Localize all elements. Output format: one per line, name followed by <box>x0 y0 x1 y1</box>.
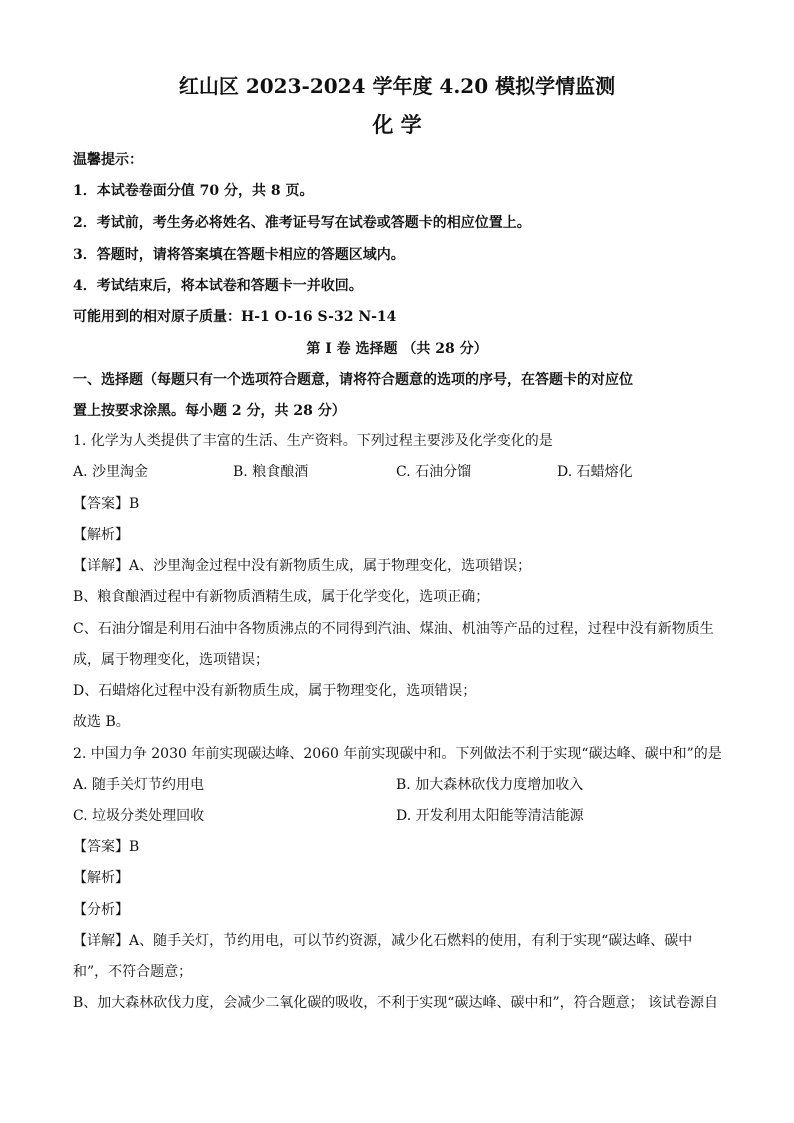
section-instruction-1: 一、选择题（每题只有一个选项符合题意，请将符合题意的选项的序号，在答题卡的对应位 <box>73 372 633 388</box>
notice-item-1: 1．本试卷卷面分值 70 分，共 8 页。 <box>73 183 314 199</box>
q2-answer: 【答案】B <box>73 839 140 855</box>
section-title: 第 I 卷 选择题 （共 28 分） <box>306 341 488 357</box>
q2-stem: 2. 中国力争 2030 年前实现碳达峰、2060 年前实现碳中和。下列做法不利于实现“碳达峰、碳中和”的是 <box>73 746 722 762</box>
q1-option-b: B. 粮食酿酒 <box>233 464 309 480</box>
notice-heading: 温馨提示： <box>73 152 143 168</box>
q1-detail-3: C、石油分馏是利用石油中各物质沸点的不同得到汽油、煤油、机油等产品的过程，过程中没有新物质生 <box>73 621 714 637</box>
q2-option-c: C. 垃圾分类处理回收 <box>73 808 205 824</box>
q1-option-d: D. 石蜡熔化 <box>557 464 633 480</box>
q1-answer: 【答案】B <box>73 496 140 512</box>
q1-detail-5: D、石蜡熔化过程中没有新物质生成，属于物理变化，选项错误； <box>73 683 477 699</box>
atomic-mass-line: 可能用到的相对原子质量：H-1 O-16 S-32 N-14 <box>73 309 397 325</box>
q2-option-b: B. 加大森林砍伐力度增加收入 <box>396 777 584 793</box>
notice-item-3: 3．答题时，请将答案填在答题卡相应的答题区域内。 <box>73 247 405 263</box>
q1-option-c: C. 石油分馏 <box>396 464 472 480</box>
q1-detail-1: 【详解】A、沙里淘金过程中没有新物质生成，属于物理变化，选项错误； <box>73 558 532 574</box>
q2-detail-3: B、加大森林砍伐力度，会减少二氧化碳的吸收，不利于实现“碳达峰、碳中和”，符合题意； 该试卷源自 <box>73 995 719 1011</box>
notice-item-2: 2．考试前，考生务必将姓名、准考证号写在试卷或答题卡的相应位置上。 <box>73 215 531 231</box>
notice-item-4: 4．考试结束后，将本试卷和答题卡一并收回。 <box>73 278 363 294</box>
q1-option-a: A. 沙里淘金 <box>73 464 149 480</box>
q2-option-d: D. 开发利用太阳能等清洁能源 <box>396 808 584 824</box>
q2-detail-2: 和”，不符合题意； <box>73 964 193 980</box>
q2-fenxi: 【分析】 <box>73 902 129 918</box>
q1-detail-4: 成，属于物理变化，选项错误； <box>73 652 269 668</box>
exam-title: 红山区 2023-2024 学年度 4.20 模拟学情监测 <box>178 74 616 98</box>
q1-analysis: 【解析】 <box>73 527 129 543</box>
q1-detail-6: 故选 B。 <box>73 714 130 730</box>
q2-analysis: 【解析】 <box>73 870 129 886</box>
subject-title: 化 学 <box>372 112 422 137</box>
q2-detail-1: 【详解】A、随手关灯，节约用电，可以节约资源，减少化石燃料的使用，有利于实现“碳达峰、碳中 <box>73 933 693 949</box>
q2-option-a: A. 随手关灯节约用电 <box>73 777 205 793</box>
q1-stem: 1. 化学为人类提供了丰富的生活、生产资料。下列过程主要涉及化学变化的是 <box>73 433 553 449</box>
q1-detail-2: B、粮食酿酒过程中有新物质酒精生成，属于化学变化，选项正确； <box>73 589 490 605</box>
section-instruction-2: 置上按要求涂黑。每小题 2 分，共 28 分） <box>73 403 346 419</box>
